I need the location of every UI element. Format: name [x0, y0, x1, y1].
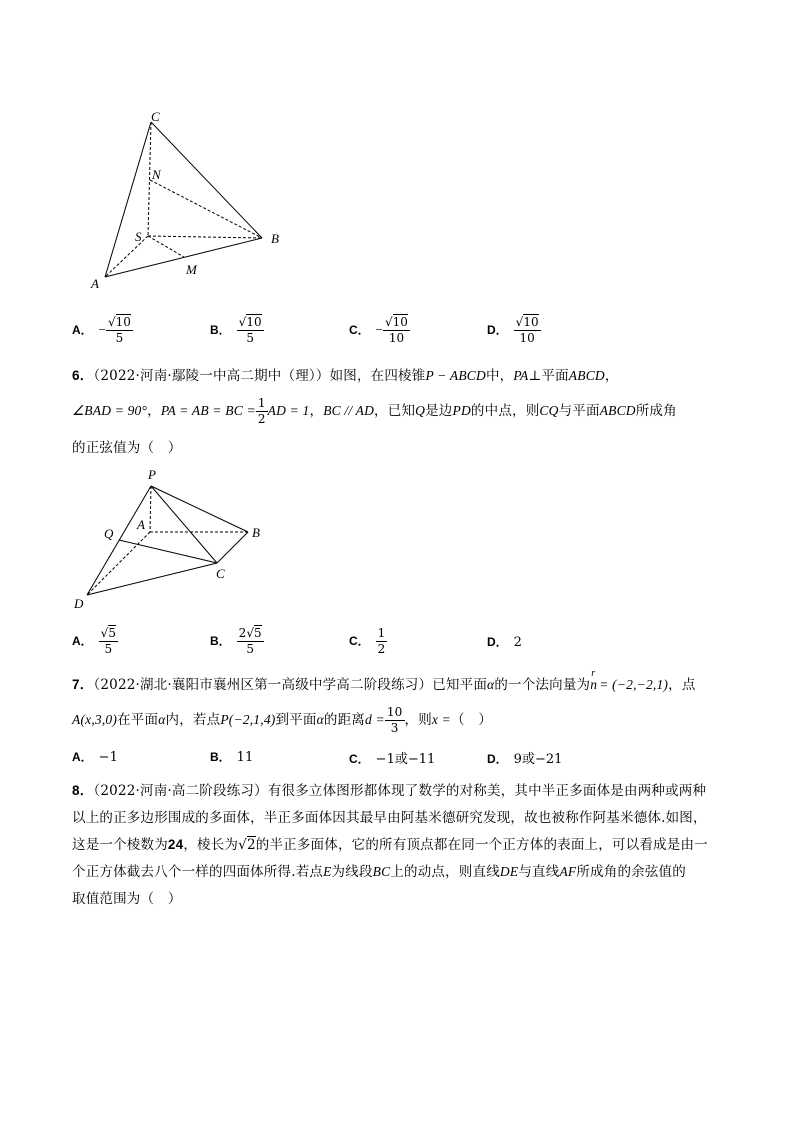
label-q: Q — [104, 526, 114, 541]
figure-tetrahedron-sabc — [85, 105, 295, 295]
label-b: B — [252, 525, 260, 540]
q6-option-b[interactable]: B． $\frac{2√5}{5}$ — [210, 626, 262, 656]
label-n: N — [152, 167, 161, 182]
q5-option-b[interactable]: B． $\frac{√10}{5}$ — [210, 315, 262, 345]
q5-option-c[interactable]: C． − $\frac{√10}{10}$ — [349, 315, 408, 345]
q6-option-d[interactable]: D． 2 — [487, 635, 522, 650]
label-a: A — [91, 276, 99, 291]
q8-line-1: 8．（2022·河南·高二阶段练习）有很多立体图形都体现了数学的对称美，其中半正多面体是由两种或两种 — [72, 783, 707, 799]
q7-line-2: A(x,3,0)在平面α内，若点P(−2,1,4)到平面α的距离d = $\frac{10}{3}$ ，则x =（ ） — [72, 705, 493, 735]
q6-line-3: 的正弦值为（ ） — [72, 440, 182, 456]
label-a: A — [137, 517, 145, 532]
q6-option-a[interactable]: A． $\frac{√5}{5}$ — [72, 626, 116, 656]
q7-option-d[interactable]: D． 9或−21 — [487, 752, 563, 767]
label-s: S — [135, 229, 142, 244]
q5-option-a[interactable]: A． − $\frac{√10}{5}$ — [72, 315, 131, 345]
q8-line-3: 这是一个棱数为24，棱长为√2的半正多面体，它的所有顶点都在同一个正方体的表面上，可以看成是由一 — [72, 837, 708, 853]
q6-line-1: 6．（2022·河南·鄢陵一中高二期中（理））如图，在四棱锥P − ABCD中，PA⊥平面ABCD， — [72, 368, 619, 384]
figure-pyramid-pabcd — [70, 462, 270, 612]
label-c: C — [216, 566, 225, 581]
label-c: C — [151, 109, 160, 124]
label-d: D — [74, 596, 84, 611]
q7-option-b[interactable]: B． 11 — [210, 750, 254, 765]
q8-line-5: 取值范围为（ ） — [72, 891, 182, 907]
label-b: B — [271, 231, 279, 246]
q7-line-1: 7．（2022·湖北·襄阳市襄州区第一高级中学高二阶段练习）已知平面α的一个法向量为 r n = (−2,−2,1)，点 — [72, 668, 696, 693]
q7-option-a[interactable]: A． −1 — [72, 750, 118, 765]
q6-line-2: ∠BAD = 90°，PA = AB = BC = $\frac{1}{2}$ AD = 1，BC // AD，已知Q是边PD的中点，则CQ与平面ABCD所成角 — [72, 396, 677, 426]
q7-option-c[interactable]: C． −1或−11 — [349, 752, 436, 767]
q5-option-d[interactable]: D． $\frac{√10}{10}$ — [487, 315, 539, 345]
q8-line-2: 以上的正多边形围成的多面体，半正多面体因其最早由阿基米德研究发现，故也被称作阿基米德体.如图， — [72, 810, 707, 826]
label-p: P — [148, 467, 156, 482]
q6-option-c[interactable]: C． $\frac{1}{2}$ — [349, 626, 386, 656]
q8-line-4: 个正方体截去八个一样的四面体所得.若点E为线段BC上的动点，则直线DE与直线AF所成角的余弦值的 — [72, 864, 686, 880]
label-m: M — [186, 262, 197, 277]
